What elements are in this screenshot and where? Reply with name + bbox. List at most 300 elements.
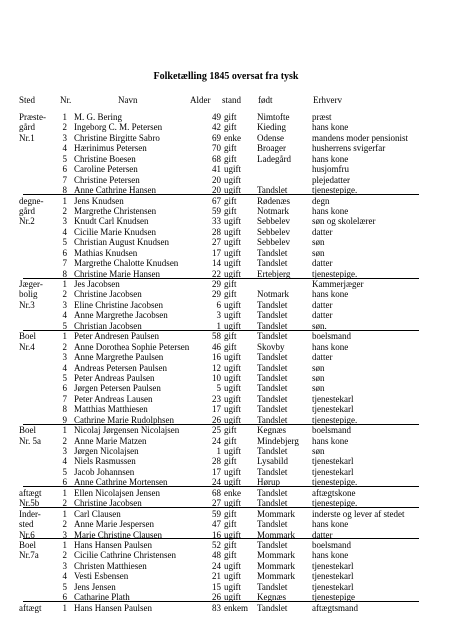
cell-sted: Nr.1 [19,132,35,143]
cell-erhverv: hans kone [312,205,349,216]
cell-stand: ugift [224,498,241,509]
table-row [0,477,452,487]
cell-nr: 3 [62,446,67,456]
cell-fodt: Rødenæs [257,195,291,206]
cell-alder: 83 [212,602,221,613]
cell-alder: 15 [212,581,221,592]
table-row [0,154,452,164]
cell-erhverv: plejedatter [312,174,350,185]
cell-fodt: Tandslet [257,362,288,373]
cell-navn: Peter Andreas Paulsen [74,372,155,383]
cell-stand: ugift [224,320,241,331]
cell-nr: 3 [62,560,67,571]
cell-erhverv: tjenestekarl [312,456,354,467]
table-row [0,373,452,383]
cell-stand: ugift [224,393,241,404]
cell-navn: Carl Clausen [74,508,121,519]
cell-erhverv: tjenestepige. [312,477,358,488]
cell-navn: Anne Dorothea Sophie Petersen [74,341,190,352]
cell-stand: ugift [224,164,241,175]
cell-sted: Nr.2 [19,216,35,227]
cell-alder: 6 [216,299,221,310]
cell-fodt: Mommark [257,571,295,582]
cell-nr: 2 [62,122,67,133]
cell-alder: 68 [212,487,221,498]
cell-nr: 1 [62,195,67,206]
cell-sted: Nr.4 [19,341,35,352]
cell-nr: 5 [62,153,67,164]
cell-alder: 1 [216,446,221,456]
header-erhverv: Erhverv [313,95,342,105]
cell-nr: 1 [62,112,67,122]
cell-stand: ugift [224,362,241,373]
cell-nr: 8 [62,185,67,196]
cell-fodt: Tandslet [257,320,288,331]
cell-alder: 67 [212,195,221,206]
cell-navn: M. G. Bering [74,112,122,122]
cell-stand: ugift [224,174,241,185]
cell-alder: 27 [212,237,221,248]
cell-stand: gift [224,289,237,300]
cell-stand: ugift [224,216,241,227]
cell-alder: 48 [212,550,221,561]
cell-stand: ugift [224,310,241,321]
cell-fodt: Tandslet [257,487,288,498]
table-row [0,300,452,310]
cell-erhverv: aftægtsmand [312,602,358,613]
cell-navn: Vesti Esbensen [74,571,129,582]
cell-fodt: Tandslet [257,498,288,509]
cell-stand: ugift [224,226,241,237]
cell-stand: gift [224,112,237,122]
cell-nr: 2 [62,519,67,530]
table-row [0,571,452,581]
cell-erhverv: søn [312,446,325,456]
table-row [0,321,452,331]
cell-fodt: Odense [257,132,284,143]
table-row [0,498,452,508]
table-row [0,592,452,602]
cell-stand: ugift [224,299,241,310]
cell-erhverv: datter [312,226,333,237]
cell-alder: 20 [212,185,221,196]
table-row [0,227,452,237]
page-title: Folketælling 1845 oversat fra tysk [153,71,299,82]
cell-fodt: Tandslet [257,185,288,196]
table-row [0,509,452,519]
cell-stand: ugift [224,560,241,571]
cell-navn: Anne Marie Jespersen [74,519,154,530]
cell-nr: 1 [62,331,67,342]
cell-navn: Hans Hansen Paulsen [74,539,152,550]
cell-erhverv: hans kone [312,550,349,561]
header-nr: Nr. [60,95,72,105]
cell-sted: Nr.6 [19,529,35,540]
table-row [0,248,452,258]
table-row [0,206,452,216]
cell-fodt: Kegnæs [257,425,286,436]
cell-stand: gift [224,279,237,289]
cell-navn: Marie Christine Clausen [74,529,162,540]
cell-fodt: Notmark [257,289,289,300]
cell-stand: gift [224,539,237,550]
cell-erhverv: søn. [312,320,327,331]
cell-nr: 7 [62,174,67,185]
cell-erhverv: tjenestepige. [312,185,358,196]
table-row [0,216,452,226]
cell-erhverv: tjenestepige. [312,414,358,425]
cell-nr: 1 [62,487,67,498]
cell-stand: gift [224,195,237,206]
cell-navn: Catharine Plath [74,592,130,603]
cell-alder: 26 [212,414,221,425]
cell-alder: 17 [212,404,221,415]
cell-nr: 5 [62,372,67,383]
header-stand: stand [222,95,241,105]
cell-erhverv: datter [312,258,333,269]
cell-navn: Anne Cathrine Mortensen [74,477,168,488]
cell-alder: 17 [212,247,221,258]
table-row [0,540,452,550]
cell-erhverv: søn [312,372,325,383]
cell-fodt: Mommark [257,550,295,561]
cell-alder: 24 [212,560,221,571]
cell-erhverv: hans kone [312,153,349,164]
cell-navn: Knudt Carl Knudsen [74,216,149,227]
table-row [0,331,452,341]
cell-navn: Niels Rasmussen [74,456,136,467]
cell-stand: gift [224,425,237,436]
cell-sted: Nr.3 [19,299,35,310]
cell-nr: 1 [62,425,67,436]
cell-nr: 1 [62,539,67,550]
cell-sted: aftægt [19,487,42,498]
cell-navn: Ellen Nicolajsen Jensen [74,487,160,498]
cell-alder: 70 [212,143,221,154]
cell-alder: 28 [212,456,221,467]
cell-erhverv: boelsmand [312,539,351,550]
cell-alder: 5 [216,383,221,394]
cell-navn: Cathrine Marie Rudolphsen [74,414,174,425]
cell-stand: gift [224,519,237,530]
cell-alder: 17 [212,466,221,477]
cell-fodt: Tandslet [257,352,288,363]
cell-alder: 14 [212,258,221,269]
cell-erhverv: søn [312,362,325,373]
cell-erhverv: aftægtskone [312,487,356,498]
cell-navn: Cicilie Marie Knudsen [74,226,156,237]
cell-erhverv: tjenestekarl [312,571,354,582]
table-row [0,530,452,540]
cell-fodt: Tandslet [257,393,288,404]
table-row [0,112,452,122]
cell-alder: 25 [212,425,221,436]
table-row [0,342,452,352]
cell-stand: gift [224,550,237,561]
cell-navn: Anne Margrethe Jacobsen [74,310,168,321]
cell-erhverv: tjenestekarl [312,581,354,592]
table-row [0,561,452,571]
cell-navn: Margrethe Chalotte Knudsen [74,258,179,269]
cell-alder: 3 [216,310,221,321]
cell-alder: 12 [212,362,221,373]
cell-alder: 49 [212,112,221,122]
table-row [0,133,452,143]
cell-erhverv: hans kone [312,341,349,352]
cell-stand: gift [224,122,237,133]
cell-alder: 58 [212,331,221,342]
cell-stand: enke [224,487,241,498]
cell-nr: 3 [62,216,67,227]
cell-erhverv: tjenestepige [312,592,355,603]
cell-navn: Jørgen Nicolajsen [74,446,139,456]
cell-erhverv: boelsmand [312,331,351,342]
cell-alder: 42 [212,122,221,133]
cell-erhverv: hans kone [312,289,349,300]
cell-nr: 2 [62,289,67,300]
cell-erhverv: datter [312,352,333,363]
cell-fodt: Tandslet [257,372,288,383]
cell-sted: Jæger- [19,279,43,289]
cell-alder: 41 [212,164,221,175]
cell-fodt: Notmark [257,205,289,216]
cell-navn: Nicolaj Jørgensen Nicolajsen [74,425,180,436]
cell-nr: 2 [62,341,67,352]
cell-sted: gård [19,205,35,216]
census-table [0,112,452,613]
table-row [0,467,452,477]
cell-fodt: Mindebjerg [257,435,299,446]
cell-nr: 6 [62,383,67,394]
cell-nr: 4 [62,456,67,467]
cell-sted: bolig [19,289,38,300]
cell-sted: Nr.7a [19,550,39,561]
cell-erhverv: datter [312,299,333,310]
table-row [0,175,452,185]
cell-erhverv: tjenestekarl [312,393,354,404]
cell-alder: 29 [212,279,221,289]
cell-erhverv: hans kone [312,122,349,133]
cell-stand: ugift [224,185,241,196]
cell-fodt: Tandslet [257,602,288,613]
cell-stand: gift [224,508,237,519]
table-row [0,550,452,560]
cell-stand: ugift [224,477,241,488]
cell-erhverv: tjenestepige. [312,268,358,279]
cell-stand: gift [224,435,237,446]
header-alder: Alder [190,95,211,105]
cell-navn: Peter Andreas Lausen [74,393,153,404]
cell-navn: Christine Marie Hansen [74,268,160,279]
cell-stand: ugift [224,581,241,592]
cell-navn: Jens Knudsen [74,195,124,206]
cell-erhverv: hans kone [312,435,349,446]
header-navn: Navn [118,95,138,105]
table-row [0,394,452,404]
cell-navn: Cicilie Cathrine Christensen [74,550,176,561]
cell-fodt: Lysabild [257,456,288,467]
table-row [0,456,452,466]
table-row [0,415,452,425]
cell-fodt: Tandslet [257,299,288,310]
cell-fodt: Ertebjerg [257,268,291,279]
cell-fodt: Kegnæs [257,592,286,603]
cell-erhverv: boelsmand [312,425,351,436]
cell-fodt: Mommark [257,508,295,519]
cell-nr: 8 [62,268,67,279]
cell-erhverv: søn [312,383,325,394]
table-row [0,258,452,268]
cell-fodt: Tandslet [257,581,288,592]
cell-nr: 1 [62,508,67,519]
cell-sted: Nr. 5a [19,435,41,446]
cell-alder: 27 [212,498,221,509]
cell-nr: 3 [62,352,67,363]
cell-nr: 5 [62,581,67,592]
cell-erhverv: Kammerjæger [312,279,364,289]
cell-nr: 6 [62,592,67,603]
cell-navn: Hærinimus Petersen [74,143,147,154]
cell-alder: 20 [212,174,221,185]
cell-stand: ugift [224,268,241,279]
cell-sted: sted [19,519,34,530]
cell-alder: 29 [212,289,221,300]
cell-navn: Jørgen Petersen Paulsen [74,383,161,394]
cell-nr: 1 [62,279,67,289]
cell-navn: Peter Andresen Paulsen [74,331,159,342]
cell-fodt: Tandslet [257,414,288,425]
table-row [0,488,452,498]
cell-sted: Præste- [19,112,46,122]
table-row [0,425,452,435]
cell-stand: ugift [224,466,241,477]
cell-navn: Christen Matthiesen [74,560,147,571]
cell-stand: ugift [224,237,241,248]
cell-nr: 5 [62,237,67,248]
cell-stand: gift [224,331,237,342]
cell-erhverv: tjenestekarl [312,404,354,415]
cell-alder: 24 [212,477,221,488]
cell-alder: 33 [212,216,221,227]
cell-navn: Christine Jacobsen [74,498,142,509]
cell-alder: 23 [212,393,221,404]
cell-fodt: Mommark [257,560,295,571]
cell-alder: 28 [212,226,221,237]
cell-navn: Anne Marie Matzen [74,435,147,446]
table-row [0,436,452,446]
cell-erhverv: tjenestepige. [312,498,358,509]
cell-stand: ugift [224,247,241,258]
cell-erhverv: søn [312,247,325,258]
cell-erhverv: degn [312,195,330,206]
cell-stand: ugift [224,352,241,363]
cell-nr: 4 [62,571,67,582]
cell-fodt: Kieding [257,122,286,133]
cell-fodt: Sebbelev [257,216,290,227]
cell-sted: aftægt [19,602,42,613]
cell-fodt: Tandslet [257,466,288,477]
cell-navn: Anne Cathrine Hansen [74,185,156,196]
cell-navn: Jens Jensen [74,581,116,592]
cell-fodt: Tandslet [257,383,288,394]
cell-nr: 2 [62,205,67,216]
cell-stand: gift [224,341,237,352]
table-row [0,196,452,206]
cell-navn: Matthias Matthiesen [74,404,148,415]
cell-fodt: Tandslet [257,519,288,530]
cell-erhverv: husherrens svigerfar [312,143,386,154]
cell-navn: Eline Christine Jacobsen [74,299,163,310]
cell-nr: 5 [62,320,67,331]
cell-stand: gift [224,153,237,164]
cell-navn: Mathias Knudsen [74,247,138,258]
cell-fodt: Sebbelev [257,226,290,237]
cell-navn: Ingeborg C. M. Petersen [74,122,163,133]
cell-nr: 1 [62,602,67,613]
cell-stand: ugift [224,529,241,540]
cell-erhverv: tjenestekarl [312,466,354,477]
cell-nr: 8 [62,404,67,415]
cell-erhverv: søn [312,237,325,248]
cell-erhverv: inderste og lever af stedet [312,508,405,519]
cell-fodt: Ladegård [257,153,291,164]
table-row [0,279,452,289]
cell-navn: Christine Boesen [74,153,136,164]
cell-fodt: Mommark [257,529,295,540]
cell-nr: 9 [62,414,67,425]
table-row [0,363,452,373]
table-row [0,404,452,414]
cell-nr: 2 [62,550,67,561]
cell-alder: 21 [212,571,221,582]
table-row [0,122,452,132]
cell-alder: 46 [212,341,221,352]
table-row [0,164,452,174]
cell-stand: ugift [224,372,241,383]
cell-stand: ugift [224,571,241,582]
cell-navn: Christian Jacobsen [74,320,142,331]
table-row [0,237,452,247]
cell-navn: Hans Hansen Paulsen [74,602,152,613]
cell-fodt: Tandslet [257,404,288,415]
cell-alder: 59 [212,508,221,519]
cell-navn: Christian August Knudsen [74,237,170,248]
cell-erhverv: husjomfru [312,164,349,175]
cell-alder: 24 [212,435,221,446]
cell-navn: Christine Jacobsen [74,289,142,300]
cell-navn: Margrethe Christensen [74,205,157,216]
cell-fodt: Tandslet [257,310,288,321]
cell-navn: Anne Margrethe Paulsen [74,352,164,363]
cell-erhverv: præst [312,112,332,122]
cell-stand: ugift [224,258,241,269]
cell-navn: Caroline Petersen [74,164,138,175]
cell-erhverv: datter [312,310,333,321]
cell-fodt: Tandslet [257,258,288,269]
table-row [0,310,452,320]
cell-sted: degne- [19,195,44,206]
cell-fodt: Sebbelev [257,237,290,248]
cell-nr: 6 [62,477,67,488]
cell-stand: enkem [224,602,248,613]
cell-nr: 7 [62,258,67,269]
cell-navn: Christine Petersen [74,174,140,185]
cell-fodt: Hørup [257,477,280,488]
header-fodt: født [258,95,273,105]
table-row [0,269,452,279]
cell-nr: 3 [62,132,67,143]
cell-nr: 7 [62,393,67,404]
